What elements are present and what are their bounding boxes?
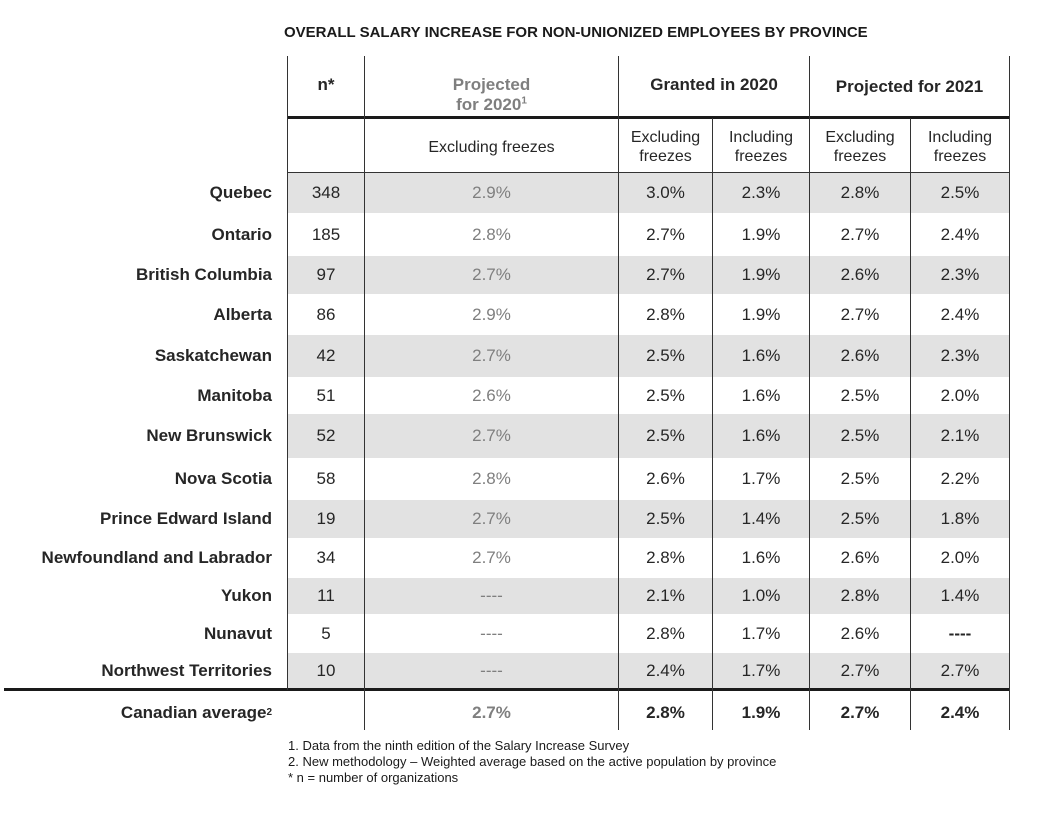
footnote-ref-1: 1 [521, 95, 527, 107]
cell-n: 86 [316, 304, 336, 324]
province-label: Prince Edward Island [100, 509, 272, 528]
header-granted-2020: Granted in 2020 [650, 75, 778, 94]
province-label: Northwest Territories [101, 660, 272, 680]
cell-p-incl: 2.0% [940, 385, 980, 405]
cell-proj2020: 2.7% [472, 548, 511, 567]
province-label: Nova Scotia [174, 469, 272, 488]
cell-p-excl: 2.5% [840, 469, 880, 488]
subheader-projected-excluding [810, 122, 910, 172]
subheader-projected-including [911, 122, 1009, 172]
cell-p-excl: 2.6% [840, 346, 880, 365]
cell-g-incl: 2.3% [741, 183, 781, 202]
cell-g-incl: 1.4% [741, 509, 781, 528]
cell-proj2020: 2.9% [472, 183, 511, 202]
cell-proj2020: 2.8% [472, 469, 511, 488]
footnotes [288, 738, 776, 786]
header-projected-2020-line2 [456, 95, 527, 115]
cell-n: 5 [321, 623, 331, 643]
gridline-v-3 [712, 118, 713, 730]
province-label: Nunavut [204, 623, 272, 643]
subheader-granted-excluding-line2: freezes [639, 148, 692, 165]
cell-g-excl: 2.8% [646, 304, 685, 324]
cell-g-excl: 3.0% [646, 183, 685, 202]
subheader-projected-excluding-line2: freezes [833, 148, 887, 165]
cell-proj2020: 2.9% [472, 304, 511, 324]
cell-p-excl: 2.7% [840, 304, 880, 324]
province-label: Newfoundland and Labrador [41, 548, 272, 567]
average-projected-2020: 2.7% [472, 703, 511, 722]
cell-g-incl: 1.6% [741, 548, 781, 567]
header-projected-2020-line1: Projected [452, 75, 531, 94]
subheader-granted-including-line2: freezes [734, 148, 788, 165]
subheader-granted-excluding-line1: Excluding [630, 129, 701, 146]
cell-g-excl: 2.5% [646, 385, 685, 405]
cell-g-excl: 2.6% [646, 469, 685, 488]
header-projected-2020 [365, 70, 618, 120]
cell-p-incl: 2.1% [940, 426, 980, 445]
cell-proj2020: 2.7% [472, 509, 511, 528]
gridline-v-1 [364, 56, 365, 730]
cell-n: 348 [311, 183, 341, 202]
cell-n: 97 [316, 265, 336, 284]
province-label: New Brunswick [146, 426, 272, 445]
province-label: Alberta [213, 304, 272, 324]
cell-p-excl: 2.6% [840, 548, 880, 567]
cell-n: 51 [316, 385, 336, 405]
subheader-excluding-freezes-2020: Excluding freezes [428, 138, 555, 156]
cell-g-excl: 2.5% [646, 426, 685, 445]
cell-g-excl: 2.7% [646, 224, 685, 244]
cell-g-excl: 2.7% [646, 265, 685, 284]
cell-g-incl: 1.9% [741, 265, 781, 284]
average-projected-including: 2.4% [940, 703, 980, 722]
cell-proj2020: ---- [480, 660, 503, 680]
header-projected-2021: Projected for 2021 [835, 77, 984, 96]
cell-p-incl: ---- [948, 623, 972, 643]
subheader-granted-including [713, 122, 809, 172]
cell-g-incl: 1.6% [741, 426, 781, 445]
cell-g-excl: 2.1% [646, 586, 685, 605]
gridline-v-5 [910, 118, 911, 730]
average-granted-including: 1.9% [741, 703, 781, 722]
province-label: British Columbia [135, 265, 272, 284]
cell-g-incl: 1.9% [741, 224, 781, 244]
cell-n: 19 [316, 509, 336, 528]
cell-proj2020: ---- [480, 586, 503, 605]
cell-p-excl: 2.7% [840, 660, 880, 680]
cell-g-excl: 2.8% [646, 623, 685, 643]
average-label: Canadian average 2 [120, 703, 272, 722]
table-title: OVERALL SALARY INCREASE FOR NON-UNIONIZED EMPLOYEES BY PROVINCE [284, 24, 868, 41]
subheader-granted-including-line1: Including [728, 129, 794, 146]
subheader-projected-including-line1: Including [927, 129, 993, 146]
cell-g-excl: 2.5% [646, 509, 685, 528]
cell-g-excl: 2.4% [646, 660, 685, 680]
province-label: Manitoba [197, 385, 272, 405]
cell-proj2020: 2.7% [472, 265, 511, 284]
province-label: Yukon [220, 586, 272, 605]
cell-g-incl: 1.6% [741, 346, 781, 365]
cell-g-incl: 1.7% [741, 660, 781, 680]
gridline-v-0 [287, 56, 288, 690]
cell-g-incl: 1.7% [741, 623, 781, 643]
cell-proj2020: 2.6% [472, 385, 511, 405]
subheader-granted-excluding [619, 122, 712, 172]
cell-n: 185 [311, 224, 341, 244]
average-label-text: Canadian average [120, 703, 267, 722]
gridline-v-6 [1009, 56, 1010, 730]
subheader-projected-including-line2: freezes [933, 148, 987, 165]
province-label: Ontario [211, 224, 272, 244]
cell-proj2020: 2.7% [472, 426, 511, 445]
cell-n: 52 [316, 426, 336, 445]
cell-g-incl: 1.9% [741, 304, 781, 324]
cell-p-incl: 2.0% [940, 548, 980, 567]
cell-p-excl: 2.8% [840, 183, 880, 202]
cell-n: 10 [316, 660, 336, 680]
header-divider [288, 116, 1009, 119]
province-label: Quebec [209, 183, 272, 202]
cell-p-excl: 2.8% [840, 586, 880, 605]
cell-g-excl: 2.8% [646, 548, 685, 567]
header-n: n* [317, 75, 335, 94]
gridline-v-2 [618, 56, 619, 730]
cell-p-excl: 2.5% [840, 509, 880, 528]
subheader-divider [288, 172, 1009, 173]
cell-p-incl: 1.4% [940, 586, 980, 605]
total-divider [4, 688, 1009, 691]
cell-p-incl: 2.7% [940, 660, 980, 680]
cell-p-incl: 2.3% [940, 346, 980, 365]
cell-p-excl: 2.6% [840, 623, 880, 643]
cell-n: 58 [316, 469, 336, 488]
average-projected-excluding: 2.7% [840, 703, 880, 722]
footnote-2: 2. New methodology – Weighted average based on the active population by province [288, 754, 777, 769]
cell-g-excl: 2.5% [646, 346, 685, 365]
cell-proj2020: 2.8% [472, 224, 511, 244]
cell-n: 34 [316, 548, 336, 567]
footnote-3: * n = number of organizations [288, 770, 459, 785]
cell-n: 11 [317, 586, 335, 605]
cell-p-incl: 1.8% [940, 509, 980, 528]
cell-p-excl: 2.5% [840, 385, 880, 405]
subheader-projected-excluding-line1: Excluding [825, 129, 895, 146]
cell-p-incl: 2.5% [940, 183, 980, 202]
cell-g-incl: 1.7% [741, 469, 781, 488]
cell-p-excl: 2.7% [840, 224, 880, 244]
cell-p-incl: 2.4% [940, 304, 980, 324]
cell-p-incl: 2.4% [940, 224, 980, 244]
cell-p-incl: 2.2% [940, 469, 980, 488]
average-granted-excluding: 2.8% [646, 703, 685, 722]
cell-p-excl: 2.6% [840, 265, 880, 284]
cell-g-incl: 1.0% [741, 586, 781, 605]
cell-g-incl: 1.6% [741, 385, 781, 405]
cell-proj2020: ---- [480, 623, 503, 643]
cell-proj2020: 2.7% [472, 346, 511, 365]
gridline-v-4 [809, 56, 810, 730]
cell-p-excl: 2.5% [840, 426, 880, 445]
footnote-1: 1. Data from the ninth edition of the Salary Increase Survey [288, 738, 630, 753]
cell-n: 42 [316, 346, 336, 365]
cell-p-incl: 2.3% [940, 265, 980, 284]
province-label: Saskatchewan [154, 346, 272, 365]
header-projected-2020-text: for 2020 [456, 95, 522, 114]
